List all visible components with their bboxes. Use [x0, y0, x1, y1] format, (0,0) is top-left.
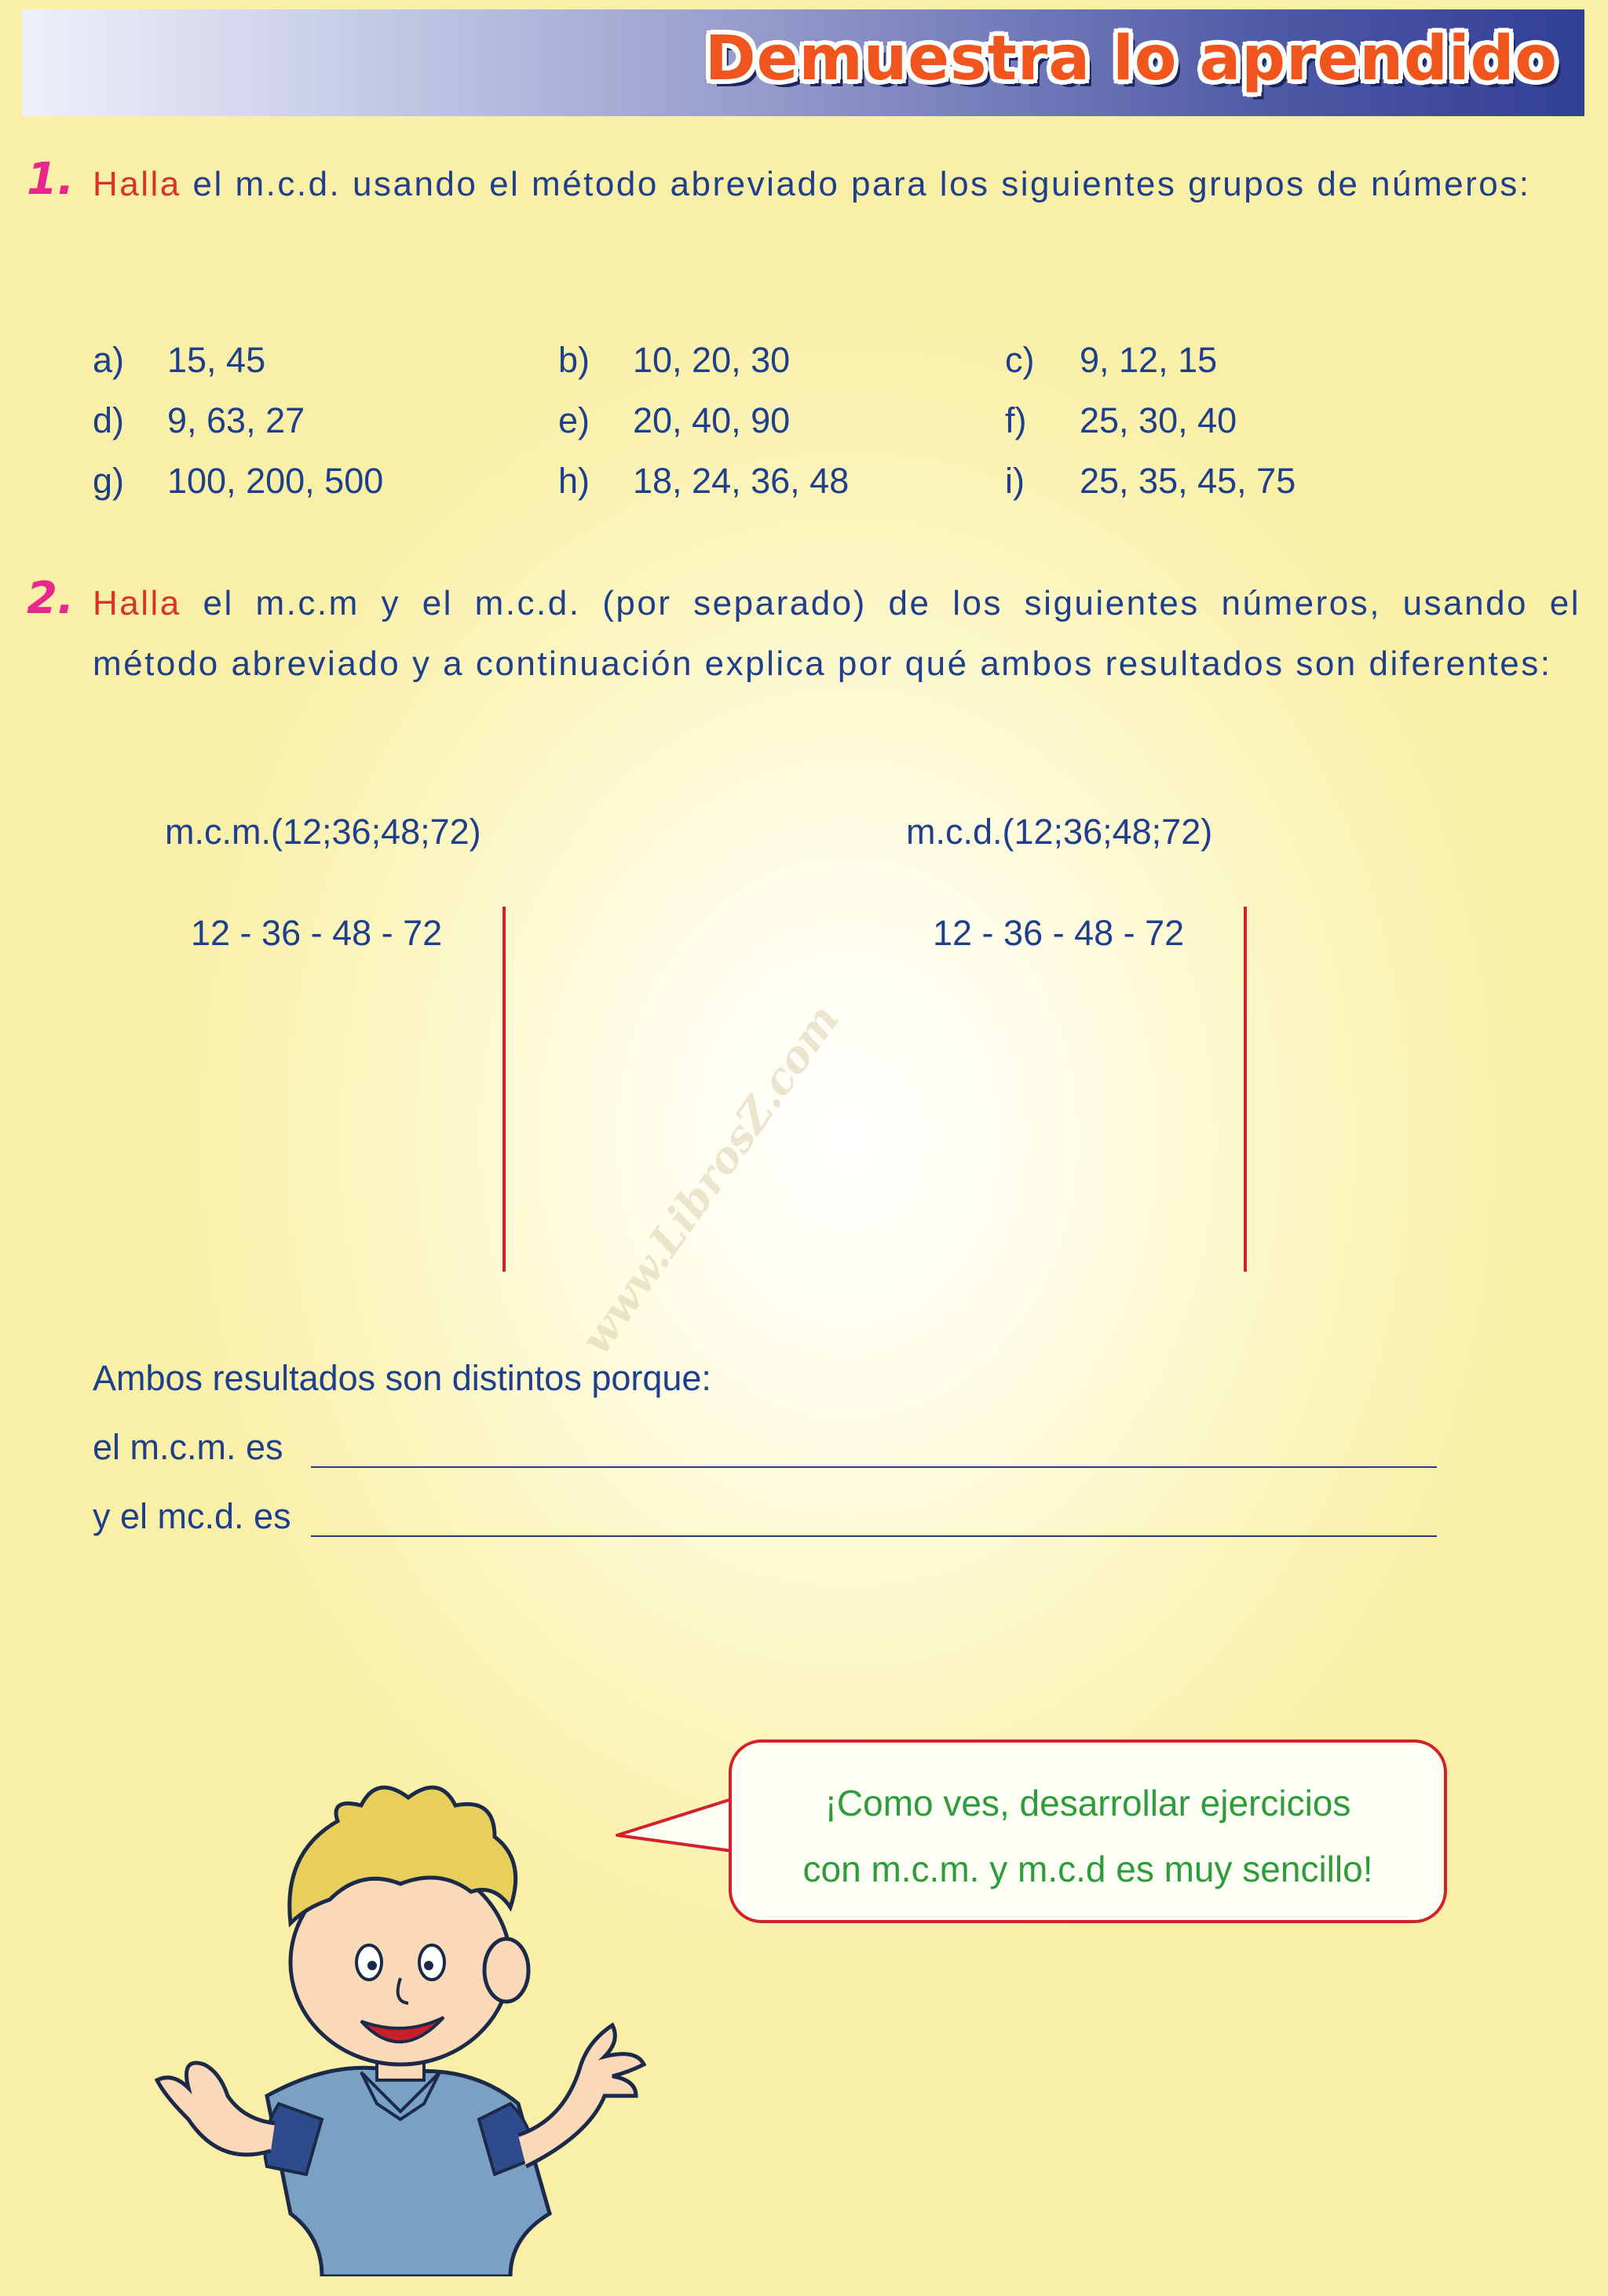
question-2-body: el m.c.m y el m.c.d. (por separado) de los siguientes números, usando el método abreviado y a continuación explica por qué ambos resultados son diferentes: — [93, 584, 1581, 683]
header-banner — [22, 9, 1584, 116]
watermark: www.LibrosZ.com — [570, 995, 850, 1363]
item-value: 20, 40, 90 — [633, 400, 791, 440]
answer-mcm-label: el m.c.m. es — [93, 1427, 283, 1467]
question-1-keyword: Halla — [93, 165, 181, 203]
question-1-body: el m.c.d. usando el método abreviado para los siguientes grupos de números: — [181, 165, 1531, 203]
item-value: 9, 63, 27 — [167, 400, 305, 440]
mcm-numbers: 12 - 36 - 48 - 72 — [191, 913, 443, 953]
mcm-label: m.c.m.(12;36;48;72) — [165, 812, 481, 852]
item-value: 100, 200, 500 — [167, 461, 384, 501]
item-label: i) — [1005, 461, 1025, 501]
answer-mcd-label: y el mc.d. es — [93, 1496, 291, 1536]
speech-line-1: ¡Como ves, desarrollar ejercicios — [824, 1783, 1351, 1823]
item-label: b) — [558, 340, 590, 380]
speech-bubble-text — [729, 1770, 1447, 1902]
mcm-division-line — [502, 907, 506, 1272]
answer-mcm-blank[interactable] — [311, 1466, 1437, 1468]
answer-mcd-blank[interactable] — [311, 1535, 1437, 1537]
mcd-division-line — [1244, 907, 1247, 1272]
question-2-text — [93, 573, 1581, 694]
answer-intro: Ambos resultados son distintos porque: — [93, 1358, 711, 1398]
item-label: c) — [1005, 340, 1035, 380]
item-label: g) — [93, 461, 125, 501]
mcd-label: m.c.d.(12;36;48;72) — [906, 812, 1213, 852]
item-value: 9, 12, 15 — [1080, 340, 1218, 380]
question-2-keyword: Halla — [93, 584, 181, 622]
page-title: Demuestra lo aprendido — [704, 24, 1558, 94]
item-label: h) — [558, 461, 590, 501]
item-value: 18, 24, 36, 48 — [633, 461, 850, 501]
question-2-number: 2. — [27, 573, 75, 624]
mcd-numbers: 12 - 36 - 48 - 72 — [933, 913, 1185, 953]
question-1-number: 1. — [27, 154, 75, 205]
item-value: 25, 35, 45, 75 — [1080, 461, 1296, 501]
item-label: e) — [558, 400, 590, 440]
item-label: a) — [93, 340, 125, 380]
item-label: d) — [93, 400, 125, 440]
question-1-text — [93, 154, 1581, 214]
speech-line-2: con m.c.m. y m.c.d es muy sencillo! — [802, 1849, 1373, 1889]
item-value: 15, 45 — [167, 340, 266, 380]
item-value: 10, 20, 30 — [633, 340, 791, 380]
cartoon-boy-illustration — [141, 1727, 707, 2276]
item-label: f) — [1005, 400, 1027, 440]
item-value: 25, 30, 40 — [1080, 400, 1237, 440]
